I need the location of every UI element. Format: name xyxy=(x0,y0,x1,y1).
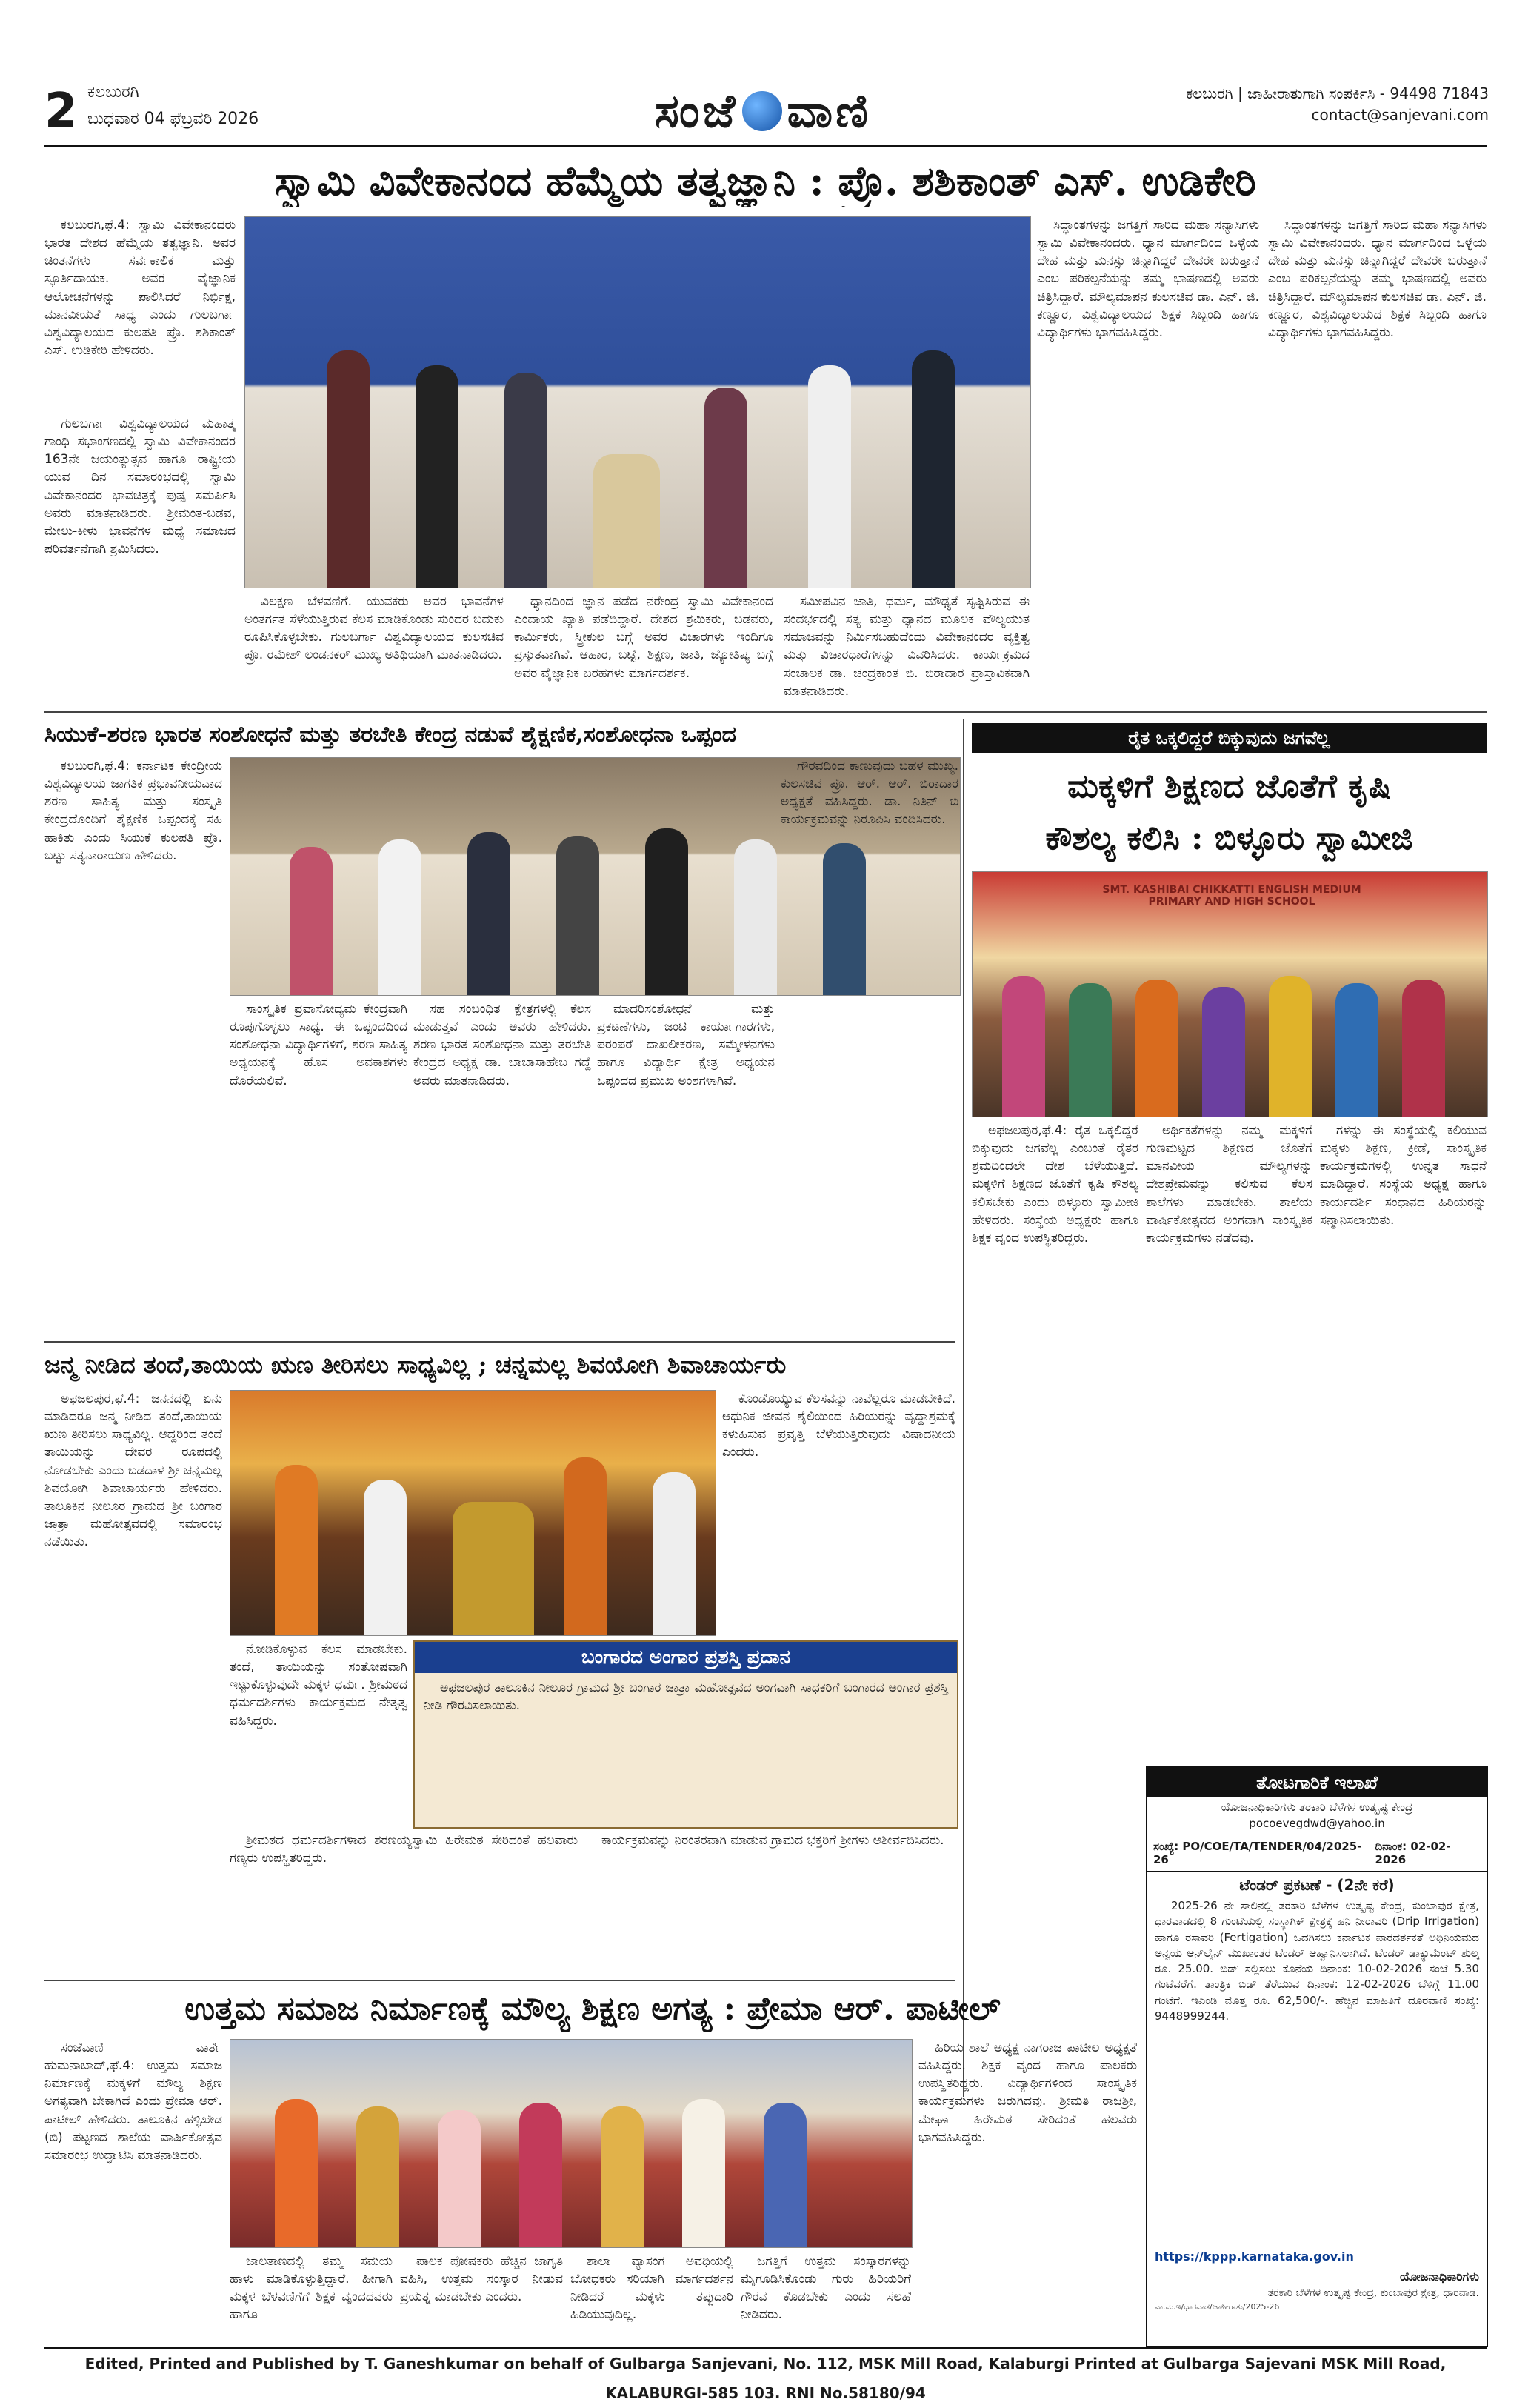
person-figure xyxy=(1402,980,1445,1117)
page-number: 2 xyxy=(44,84,78,139)
story5-col5-text: ಜಗತ್ತಿಗೆ ಉತ್ತಮ ಸಂಸ್ಕಾರಗಳನ್ನು ಮೈಗೂಡಿಸಿಕೊಂಡು ಗುರು ಹಿರಿಯರಿಗೆ ಗೌರವ ಕೊಡಬೇಕು ಎಂದು ಸಲಹೆ ನೀಡಿದರು. xyxy=(741,2254,911,2323)
story1-col5-text: ಸಮೀಪವಿನ ಜಾತಿ, ಧರ್ಮ, ಮೌಢ್ಯತೆ ಸೃಷ್ಟಿಸಿರುವ ಈ ಸಂದರ್ಭದಲ್ಲಿ ಸತ್ಯ ಮತ್ತು ಧ್ಯಾನದ ಮೂಲಕ ವೌಲ್ಯಯುತ ಸಮಾಜವನ್ನು ನಿರ್ಮಿಸಬಹುದೆಂದು ವಿವೇಕಾನಂದರ ವ್ಯಕ್ತಿತ್ವ ಮತ್ತು ವಿಚಾರಧಾರೆಗಳನ್ನು ವಿವರಿಸಿದರು. ಕಾರ್ಯಕ್ರಮದ ಸಂಚಾಲಕ ಡಾ. ಚಂದ್ರಕಾಂತ ಬಿ. ಬಿರಾದಾರ ಪ್ರಾಸ್ತಾವಿಕವಾಗಿ ಮಾತನಾಡಿದರು. xyxy=(784,594,1030,699)
story4-kicker: ರೈತ ಒಕ್ಕಲಿದ್ದರೆ ಬಿಕ್ಕುವುದು ಜಗವೆಲ್ಲ xyxy=(972,723,1487,753)
story5-headline: ಉತ್ತಮ ಸಮಾಜ ನಿರ್ಮಾಣಕ್ಕೆ ಮೌಲ್ಯ ಶಿಕ್ಷಣ ಅಗತ್ಯ : ಪ್ರೇಮಾ ಆರ್. ಪಾಟೀಲ್ xyxy=(184,1990,1001,2028)
story1-col3-text: ವಿಲಕ್ಷಣ ಬೆಳವಣಿಗೆ. ಯುವಕರು ಅವರ ಭಾವನೆಗಳ ಅಂತರ್ಗತ ಸೆಳೆಯುತ್ತಿರುವ ಕೆಲಸ ಮಾಡಿಕೊಂಡು ಸುಂದರ ಬದುಕು ರೂಪಿಸಿಕೊಳ್ಳಬೇಕು. ಗುಲಬರ್ಗಾ ವಿಶ್ವವಿದ್ಯಾಲಯದ ಕುಲಸಚಿವ ಪ್ರೊ. ರಮೇಶ್ ಲಂಡನಕರ್ ಮುಖ್ಯ ಅತಿಥಿಯಾಗಿ ಮಾತನಾಡಿದರು. xyxy=(244,594,504,663)
story5-col2 xyxy=(230,2252,393,2340)
award-col2-text: ಶ್ರೀಮಠದ ಧರ್ಮದರ್ಶಿಗಳಾದ ಶರಣಯ್ಯಸ್ವಾಮಿ ಹಿರೇಮಠ ಸೇರಿದಂತೆ ಹಲವಾರು ಗಣ್ಯರು ಉಪಸ್ಥಿತರಿದ್ದರು. xyxy=(230,1833,578,1866)
school-banner-text: SMT. KASHIBAI CHIKKATTI ENGLISH MEDIUM PRIMARY AND HIGH SCHOOL xyxy=(1102,884,1361,908)
person-figure xyxy=(1202,987,1245,1117)
logo-text-right: ವಾಣಿ xyxy=(787,84,872,138)
person-figure xyxy=(467,832,510,995)
masthead-contact xyxy=(1155,83,1489,126)
tender-body-text: 2025-26 ನೇ ಸಾಲಿನಲ್ಲಿ ತರಕಾರಿ ಬೆಳೆಗಳ ಉತ್ಕೃಷ್ಟ ಕೇಂದ್ರ, ಕುಂಬಾಪುರ ಕ್ಷೇತ್ರ, ಧಾರವಾಡದಲ್ಲಿ 8 ಗುಂಟೆಯಲ್ಲಿ ಸಂಸ್ಥಾಗಿಕ್ ಕ್ಷೇತ್ರಕ್ಕೆ ಹನಿ ನೀರಾವರಿ (Drip Irrigation) ಹಾಗೂ ರಸಾವರಿ (Fertigation) ಒದಗಿಸಲು ಕರ್ನಾಟಕ ಪಾರದರ್ಶಕತೆ ಅಧಿನಿಯಮದ ಅನ್ವಯ ಆನ್‌ಲೈನ್ ಮುಖಾಂತರ ಟೆಂಡರ್ ಆಹ್ವಾನಿಸಲಾಗಿದೆ. ಟೆಂಡರ್ ಡಾಕ್ಯುಮೆಂಟ್ ಶುಲ್ಕ ರೂ. 25.00. ಬಿಡ್ ಸಲ್ಲಿಸಲು ಕೊನೆಯ ದಿನಾಂಕ: 10-02-2026 ಸಂಜೆ 5.30 ಗಂಟೆವರೆಗೆ. ತಾಂತ್ರಿಕ ಬಿಡ್ ತೆರೆಯುವ ದಿನಾಂಕ: 12-02-2026 ಬೆಳಿಗ್ಗೆ 11.00 ಗಂಟೆಗೆ. ಇಎಂಡಿ ಮೊತ್ತ ರೂ. 62,500/-. ಹೆಚ್ಚಿನ ಮಾಹಿತಿಗೆ ದೂರವಾಣಿ ಸಂಖ್ಯೆ: 9448999244. xyxy=(1155,1899,1479,2023)
award-box xyxy=(413,1640,958,1829)
story3-col3 xyxy=(722,1390,955,1634)
contact-email: contact@sanjevani.com xyxy=(1311,106,1489,124)
story1-col4 xyxy=(514,593,773,704)
story2-col5-text: ಗೌರವದಿಂದ ಕಾಣುವುದು ಬಹಳ ಮುಖ್ಯ. ಕುಲಸಚಿವ ಪ್ರೊ. ಆರ್. ಆರ್. ಬಿರಾದಾರ ಅಧ್ಯಕ್ಷತೆ ವಹಿಸಿದ್ದರು. ಡಾ. ನಿತಿನ್ ಬಿ ಕಾರ್ಯಕ್ರಮವನ್ನು ನಿರೂಪಿಸಿ ವಂದಿಸಿದರು. xyxy=(781,759,958,828)
story5-col2-text: ಜಾಲತಾಣದಲ್ಲಿ ತಮ್ಮ ಸಮಯ ಹಾಳು ಮಾಡಿಕೊಳ್ಳುತ್ತಿದ್ದಾರೆ. ಹೀಗಾಗಿ ಮಕ್ಕಳ ಬೆಳವಣಿಗೆಗೆ ಶಿಕ್ಷಕ ವೃಂದದವರು ಹಾಗೂ xyxy=(230,2254,393,2323)
story5-col6-text: ಹಿರಿಯ ಶಾಲೆ ಅಧ್ಯಕ್ಷ ನಾಗರಾಜ ಪಾಟೀಲ ಅಧ್ಯಕ್ಷತೆ ವಹಿಸಿದ್ದರು. ಶಿಕ್ಷಕ ವೃಂದ ಹಾಗೂ ಪಾಲಕರು ಉಪಸ್ಥಿತರಿದ್ದರು. ವಿದ್ಯಾರ್ಥಿಗಳಿಂದ ಸಾಂಸ್ಕೃತಿಕ ಕಾರ್ಯಕ್ರಮಗಳು ಜರುಗಿದವು. ಶ್ರೀಮತಿ ರಾಜಶ್ರೀ, ಮೇಘಾ ಹಿರೇಮಠ ಸೇರಿದಂತೆ ಹಲವರು ಭಾಗವಹಿಸಿದ್ದರು. xyxy=(918,2041,1137,2145)
person-figure xyxy=(764,2103,807,2247)
globe-icon xyxy=(742,91,782,131)
print-imprint: Edited, Printed and Published by T. Ganeshkumar on behalf of Gulbarga Sanjevani, No. 112, MSK Mill Road, Kalaburgi Printed at Gulbarga Sajevani MSK Mill Road, KALABURGI-585 103. RNI No.58180/94 xyxy=(44,2347,1487,2378)
story1-headline: ಸ್ವಾಮಿ ವಿವೇಕಾನಂದ ಹೆಮ್ಮೆಯ ತತ್ವಜ್ಞಾನಿ : ಪ್ರೊ. ಶಶಿಕಾಂತ್ ಎಸ್. ಉಡಿಕೇರಿ xyxy=(274,157,1257,204)
story2-col1 xyxy=(44,757,222,1335)
story1-col7 xyxy=(1268,216,1487,705)
story3-col1-text: ಅಫಜಲಪುರ,ಫೆ.4: ಜನನದಲ್ಲಿ ಏನು ಮಾಡಿದರೂ ಜನ್ಮ ನೀಡಿದ ತಂದೆ,ತಾಯಿಯ ಋಣ ತೀರಿಸಲು ಸಾಧ್ಯವಿಲ್ಲ. ಆದ್ದರಿಂದ ತಂದೆ ತಾಯಿಯನ್ನು ದೇವರ ರೂಪದಲ್ಲಿ ನೋಡಬೇಕು ಎಂದು ಬಡದಾಳ ಶ್ರೀ ಚನ್ನಮಲ್ಲ ಶಿವಯೋಗಿ ಶಿವಾಚಾರ್ಯರು ಹೇಳಿದರು. ತಾಲೂಕಿನ ನೀಲೂರ ಗ್ರಾಮದ ಶ್ರೀ ಬಂಗಾರ ಜಾತ್ರಾ ಮಹೋತ್ಸವದಲ್ಲಿ ಸಮಾರಂಭ ನಡೆಯಿತು. xyxy=(44,1391,222,1549)
story2-col1-text: ಕಲಬುರಗಿ,ಫೆ.4: ಕರ್ನಾಟಕ ಕೇಂದ್ರೀಯ ವಿಶ್ವವಿದ್ಯಾಲಯ ಜಾಗತಿಕ ಪ್ರಭಾವನೀಯವಾದ ಶರಣ ಸಾಹಿತ್ಯ ಮತ್ತು ಸಂಸ್ಕೃತಿ ಕೇಂದ್ರದೊಂದಿಗೆ ಶೈಕ್ಷಣಿಕ ಒಪ್ಪಂದಕ್ಕೆ ಸಹಿ ಹಾಕಿತು ಎಂದು ಸಿಯುಕೆ ಕುಲಪತಿ ಪ್ರೊ. ಬಟ್ಟು ಸತ್ಯನಾರಾಯಣ ಹೇಳಿದರು. xyxy=(44,759,222,863)
tender-dipr-code: ವಾ.ಮ.ಇ/ಧಾರವಾಡ/ಜಾಹೀರಾತು/2025-26 xyxy=(1155,2302,1280,2312)
story4-col2-text: ಅರ್ಥಿಕತೆಗಳನ್ನು ನಮ್ಮ ಮಕ್ಕಳಿಗೆ ಗುಣಮಟ್ಟದ ಶಿಕ್ಷಣದ ಜೊತೆಗೆ ಮಾನವೀಯ ಮೌಲ್ಯಗಳನ್ನು ದೇಶಪ್ರೇಮವನ್ನು ಕಲಿಸುವ ಕೆಲಸ ಶಾಲೆಗಳು ಮಾಡಬೇಕು. ಶಾಲೆಯ ವಾರ್ಷಿಕೋತ್ಸವದ ಅಂಗವಾಗಿ ಸಾಂಸ್ಕೃತಿಕ ಕಾರ್ಯಕ್ರಮಗಳು ನಡೆದವು. xyxy=(1146,1123,1312,1245)
story3-col2-text: ನೋಡಿಕೊಳ್ಳುವ ಕೆಲಸ ಮಾಡಬೇಕು. ತಂದೆ, ತಾಯಿಯನ್ನು ಸಂತೋಷವಾಗಿ ಇಟ್ಟುಕೊಳ್ಳುವುದೇ ಮಕ್ಕಳ ಧರ್ಮ. ಶ್ರೀಮಠದ ಧರ್ಮದರ್ಶಿಗಳು ಕಾರ್ಯಕ್ರಮದ ನೇತೃತ್ವ ವಹಿಸಿದ್ದರು. xyxy=(230,1642,407,1729)
story4-photo xyxy=(972,871,1488,1117)
story1-photo xyxy=(244,216,1031,588)
story5-photo xyxy=(230,2039,913,2248)
story3-col3-text: ಕೊಂಡೊಯ್ಯುವ ಕೆಲಸವನ್ನು ನಾವೆಲ್ಲರೂ ಮಾಡಬೇಕಿದೆ. ಆಧುನಿಕ ಜೀವನ ಶೈಲಿಯಿಂದ ಹಿರಿಯರನ್ನು ವೃದ್ಧಾಶ್ರಮಕ್ಕೆ ಕಳುಹಿಸುವ ಪ್ರವೃತ್ತಿ ಬೆಳೆಯುತ್ತಿರುವುದು ವಿಷಾದನೀಯ ಎಂದರು. xyxy=(722,1391,955,1460)
portrait-stand xyxy=(593,454,660,588)
story2-col2-text: ಸಾಂಸ್ಕೃತಿಕ ಪ್ರವಾಸೋದ್ಯಮ ಕೇಂದ್ರವಾಗಿ ರೂಪುಗೊಳ್ಳಲು ಸಾಧ್ಯ. ಈ ಒಪ್ಪಂದದಿಂದ ಸಂಶೋಧನಾ ವಿದ್ಯಾರ್ಥಿಗಳಿಗೆ, ಶರಣ ಸಾಹಿತ್ಯ ಅಧ್ಯಯನಕ್ಕೆ ಹೊಸ ಅವಕಾಶಗಳು ದೊರೆಯಲಿವೆ. xyxy=(230,1002,407,1088)
person-figure xyxy=(356,2106,399,2247)
person-figure xyxy=(327,350,370,588)
story2-col4-text: ಮಾದರಿಸಂಶೋಧನೆ ಮತ್ತು ಪ್ರಕಟಣೆಗಳು, ಜಂಟಿ ಕಾರ್ಯಾಗಾರಗಳು, ಪರಂಪರೆ ದಾಖಲೀಕರಣ, ಸಮ್ಮೇಳನಗಳು ಹಾಗೂ ವಿದ್ಯಾರ್ಥಿ ಕ್ಷೇತ್ರ ಅಧ್ಯಯನ ಒಪ್ಪಂದದ ಪ್ರಮುಖ ಅಂಶಗಳಾಗಿವೆ. xyxy=(597,1002,775,1088)
story5-col3-text: ಪಾಲಕ ಪೋಷಕರು ಹೆಚ್ಚಿನ ಜಾಗೃತಿ ವಹಿಸಿ, ಉತ್ತಮ ಸಂಸ್ಕಾರ ನೀಡುವ ಪ್ರಯತ್ನ ಮಾಡಬೇಕು ಎಂದರು. xyxy=(400,2254,563,2305)
person-figure xyxy=(1335,983,1378,1117)
story2-col5 xyxy=(781,757,958,1335)
story2-col2 xyxy=(230,1000,407,1335)
edition-city: ಕಲಬುರಗಿ xyxy=(87,83,139,102)
award-text-body: ಅಫಜಲಪುರ ತಾಲೂಕಿನ ನೀಲೂರ ಗ್ರಾಮದ ಶ್ರೀ ಬಂಗಾರ ಜಾತ್ರಾ ಮಹೋತ್ಸವದ ಅಂಗವಾಗಿ ಸಾಧಕರಿಗೆ ಬಂಗಾರದ ಅಂಗಾರ ಪ್ರಶಸ್ತಿ ನೀಡಿ ಗೌರವಿಸಲಾಯಿತು. xyxy=(424,1680,948,1714)
story3-photo xyxy=(230,1390,716,1636)
story4-col3 xyxy=(1320,1122,1487,1759)
masthead-rule xyxy=(44,145,1487,147)
person-figure xyxy=(290,847,333,995)
person-figure xyxy=(601,2106,644,2247)
story5-col1-text: ಸಂಜೆವಾಣಿ ವಾರ್ತೆ ಹುಮನಾಬಾದ್,ಫೆ.4: ಉತ್ತಮ ಸಮಾಜ ನಿರ್ಮಾಣಕ್ಕೆ ಮಕ್ಕಳಿಗೆ ಮೌಲ್ಯ ಶಿಕ್ಷಣ ಅಗತ್ಯವಾಗಿ ಬೇಕಾಗಿದೆ ಎಂದು ಪ್ರೇಮಾ ಆರ್. ಪಾಟೀಲ್ ಹೇಳಿದರು. ತಾಲೂಕಿನ ಹಳ್ಳಿಖೇಡ (ಬಿ) ಪಟ್ಟಣದ ಶಾಲೆಯ ವಾರ್ಷಿಕೋತ್ಸವ ಸಮಾರಂಭ ಉದ್ಘಾಟಿಸಿ ಮಾತನಾಡಿದರು. xyxy=(44,2041,222,2163)
story2-col3 xyxy=(413,1000,591,1335)
award-col3-text: ಕಾರ್ಯಕ್ರಮವನ್ನು ನಿರಂತರವಾಗಿ ಮಾಡುವ ಗ್ರಾಮದ ಭಕ್ತರಿಗೆ ಶ್ರೀಗಳು ಆಶೀರ್ವದಿಸಿದರು. xyxy=(601,1833,944,1848)
story1-col5 xyxy=(784,593,1030,704)
story1-col2-text: ಗುಲಬರ್ಗಾ ವಿಶ್ವವಿದ್ಯಾಲಯದ ಮಹಾತ್ಮ ಗಾಂಧಿ ಸಭಾಂಗಣದಲ್ಲಿ ಸ್ವಾಮಿ ವಿವೇಕಾನಂದರ 163ನೇ ಜಯಂತ್ಯುತ್ಸವ ಹಾಗೂ ರಾಷ್ಟ್ರೀಯ ಯುವ ದಿನ ಸಮಾರಂಭದಲ್ಲಿ ಸ್ವಾಮಿ ವಿವೇಕಾನಂದರ ಭಾವಚಿತ್ರಕ್ಕೆ ಪುಷ್ಪ ಸಮರ್ಪಿಸಿ ಅವರು ಮಾತನಾಡಿದರು. ಶ್ರೀಮಂತ-ಬಡವ, ಮೇಲು-ಕೀಳು ಭಾವನೆಗಳ ಮಧ್ಯೆ ಸಮಾಜದ ಪರಿವರ್ತನೆಗಾಗಿ ಶ್ರಮಿಸಿದರು. xyxy=(44,416,236,556)
person-figure xyxy=(653,1472,696,1635)
person-figure xyxy=(912,350,955,588)
tender-dept: ತೋಟಗಾರಿಕೆ ಇಲಾಖೆ xyxy=(1147,1768,1487,1797)
person-figure xyxy=(438,2110,481,2247)
column-divider xyxy=(963,719,964,2097)
story5-col3 xyxy=(400,2252,563,2340)
person-figure xyxy=(808,365,851,588)
person-figure xyxy=(682,2099,725,2247)
story5-col4 xyxy=(570,2252,733,2340)
story3-col1 xyxy=(44,1390,222,1975)
person-figure xyxy=(364,1480,407,1635)
story5-col6 xyxy=(918,2039,1137,2340)
person-figure xyxy=(704,388,747,588)
story4-col1-text: ಅಫಜಲಪುರ,ಫೆ.4: ರೈತ ಒಕ್ಕಲಿದ್ದರೆ ಬಿಕ್ಕುವುದು ಜಗವೆಲ್ಲ ಎಂಬಂತೆ ರೈತರ ಶ್ರಮದಿಂದಲೇ ದೇಶ ಬೆಳೆಯುತ್ತಿದೆ. ಮಕ್ಕಳಿಗೆ ಶಿಕ್ಷಣದ ಜೊತೆಗೆ ಕೃಷಿ ಕೌಶಲ್ಯ ಕಲಿಸಬೇಕು ಎಂದು ಬಿಳ್ಳೂರು ಸ್ವಾಮೀಜಿ ಹೇಳಿದರು. ಸಂಸ್ಥೆಯ ಅಧ್ಯಕ್ಷರು ಹಾಗೂ ಶಿಕ್ಷಕ ವೃಂದ ಉಪಸ್ಥಿತರಿದ್ದರು. xyxy=(972,1123,1138,1245)
story1-col2 xyxy=(44,415,236,704)
story2-col4 xyxy=(597,1000,775,1335)
person-figure xyxy=(275,2099,318,2247)
story2-headline: ಸಿಯುಕೆ-ಶರಣ ಭಾರತ ಸಂಶೋಧನೆ ಮತ್ತು ತರಬೇತಿ ಕೇಂದ್ರ ನಡುವೆ ಶೈಕ್ಷಣಿಕ,ಸಂಶೋಧನಾ ಒಪ್ಪಂದ xyxy=(44,722,737,748)
person-figure xyxy=(734,839,777,995)
person-figure xyxy=(1002,976,1045,1117)
story1-col7-text: ಸಿದ್ಧಾಂತಗಳನ್ನು ಜಗತ್ತಿಗೆ ಸಾರಿದ ಮಹಾ ಸನ್ಯಾಸಿಗಳು ಸ್ವಾಮಿ ವಿವೇಕಾನಂದರು. ಧ್ಯಾನ ಮಾರ್ಗದಿಂದ ಒಳ್ಳೆಯ ದೇಹ ಮತ್ತು ಮನಸ್ಸು ಚಿನ್ನಾಗಿದ್ದರೆ ದೇವರೇ ಬರುತ್ತಾನೆ ಎಂಬ ಪರಿಕಲ್ಪನೆಯನ್ನು ತಮ್ಮ ಭಾಷಣದಲ್ಲಿ ಅವರು ಚಿತ್ರಿಸಿದ್ದಾರೆ. ಮೌಲ್ಯಮಾಪನ ಕುಲಸಚಿವ ಡಾ. ಎನ್. ಜಿ. ಕಣ್ಣೂರ, ವಿಶ್ವವಿದ್ಯಾಲಯದ ಶಿಕ್ಷಕ ಸಿಬ್ಬಂದಿ ಹಾಗೂ ವಿದ್ಯಾರ್ಥಿಗಳು ಭಾಗವಹಿಸಿದ್ದರು. xyxy=(1268,218,1487,340)
story5-col5 xyxy=(741,2252,911,2340)
tender-ref: ಸಂಖ್ಯೆ: PO/COE/TA/TENDER/04/2025-26 xyxy=(1153,1840,1362,1866)
tender-website[interactable]: https://kppp.karnataka.gov.in xyxy=(1155,2249,1354,2264)
story5-col1 xyxy=(44,2039,222,2340)
story1-col6-text: ಸಿದ್ಧಾಂತಗಳನ್ನು ಜಗತ್ತಿಗೆ ಸಾರಿದ ಮಹಾ ಸನ್ಯಾಸಿಗಳು ಸ್ವಾಮಿ ವಿವೇಕಾನಂದರು. ಧ್ಯಾನ ಮಾರ್ಗದಿಂದ ಒಳ್ಳೆಯ ದೇಹ ಮತ್ತು ಮನಸ್ಸು ಚಿನ್ನಾಗಿದ್ದರೆ ದೇವರೇ ಬರುತ್ತಾನೆ ಎಂಬ ಪರಿಕಲ್ಪನೆಯನ್ನು ತಮ್ಮ ಭಾಷಣದಲ್ಲಿ ಅವರು ಚಿತ್ರಿಸಿದ್ದಾರೆ. ಮೌಲ್ಯಮಾಪನ ಕುಲಸಚಿವ ಡಾ. ಎನ್. ಜಿ. ಕಣ್ಣೂರ, ವಿಶ್ವವಿದ್ಯಾಲಯದ ಶಿಕ್ಷಕ ಸಿಬ್ಬಂದಿ ಹಾಗೂ ವಿದ್ಯಾರ್ಥಿಗಳು ಭಾಗವಹಿಸಿದ್ದರು. xyxy=(1037,218,1259,340)
story3-award-col3 xyxy=(585,1832,955,1972)
person-figure xyxy=(1069,983,1112,1117)
tender-date: ದಿನಾಂಕ: 02-02-2026 xyxy=(1375,1840,1451,1866)
tender-title: ಟೆಂಡರ್ ಪ್ರಕಟಣೆ - (2ನೇ ಕರೆ) xyxy=(1239,1876,1395,1894)
story4-col2 xyxy=(1146,1122,1312,1759)
ad-contact-line: ಕಲಬುರಗಿ | ಜಾಹೀರಾತುಗಾಗಿ ಸಂಪರ್ಕಿಸಿ - 94498 71843 xyxy=(1186,84,1489,102)
tender-sign-office: ತರಕಾರಿ ಬೆಳೆಗಳ ಉತ್ಕೃಷ್ಟ ಕೇಂದ್ರ, ಕುಂಬಾಪುರ ಕ್ಷೇತ್ರ, ಧಾರವಾಡ. xyxy=(1267,2287,1479,2299)
tender-office: ಯೋಜನಾಧಿಕಾರಿಗಳು ತರಕಾರಿ ಬೆಳೆಗಳ ಉತ್ಕೃಷ್ಟ ಕೇಂದ್ರ xyxy=(1221,1800,1413,1814)
person-figure xyxy=(378,839,421,995)
story4-headline-line1: ಮಕ್ಕಳಿಗೆ ಶಿಕ್ಷಣದ ಜೊತೆಗೆ ಕೃಷಿ xyxy=(1067,768,1391,805)
section-divider xyxy=(44,1341,955,1343)
person-figure xyxy=(275,1465,318,1635)
story1-col3 xyxy=(244,593,504,704)
story1-col4-text: ಧ್ಯಾನದಿಂದ ಜ್ಞಾನ ಪಡೆದ ನರೇಂದ್ರ ಸ್ವಾಮಿ ವಿವೇಕಾನಂದ ಎಂದಾಯ ಖ್ಯಾತಿ ಪಡೆದಿದ್ದಾರೆ. ದೇಶದ ಶ್ರಮಿಕರು, ಬಡವರು, ಕಾರ್ಮಿಕರು, ಸ್ತ್ರೀಕುಲ ಬಗ್ಗೆ ಅವರ ವಿಚಾರಗಳು ಇಂದಿಗೂ ಪ್ರಸ್ತುತವಾಗಿವೆ. ಆಹಾರ, ಬಟ್ಟೆ, ಶಿಕ್ಷಣ, ಜಾತಿ, ಜ್ಯೋತಿಷ್ಯ ಬಗ್ಗೆ ಅವರ ವೈಜ್ಞಾನಿಕ ಬರಹಗಳು ಮಾರ್ಗದರ್ಶಕ. xyxy=(514,594,773,681)
award-title: ಬಂಗಾರದ ಅಂಗಾರ ಪ್ರಶಸ್ತಿ ಪ್ರದಾನ xyxy=(415,1642,957,1673)
story4-col1 xyxy=(972,1122,1138,2092)
story5-col4-text: ಶಾಲಾ ವ್ಯಾಸಂಗ ಅವಧಿಯಲ್ಲಿ ಬೋಧಕರು ಸರಿಯಾಗಿ ಮಾರ್ಗದರ್ಶನ ನೀಡಿದರೆ ಮಕ್ಕಳು ತಪ್ಪುದಾರಿ ಹಿಡಿಯುವುದಿಲ್ಲ. xyxy=(570,2254,733,2323)
person-figure xyxy=(1269,976,1312,1117)
section-divider xyxy=(44,1980,955,1981)
person-figure xyxy=(504,373,547,588)
person-figure xyxy=(1135,980,1178,1117)
tender-email: pocoevegdwd@yahoo.in xyxy=(1249,1817,1385,1830)
person-figure xyxy=(416,365,458,588)
newspaper-logo xyxy=(607,78,918,144)
person-figure xyxy=(519,2103,562,2247)
story1-col1-text: ಕಲಬುರಗಿ,ಫೆ.4: ಸ್ವಾಮಿ ವಿವೇಕಾನಂದರು ಭಾರತ ದೇಶದ ಹೆಮ್ಮೆಯ ತತ್ವಜ್ಞಾನಿ. ಅವರ ಚಿಂತನೆಗಳು ಸರ್ವಕಾಲಿಕ ಮತ್ತು ಸ್ಫೂರ್ತಿದಾಯಕ. ಅವರ ವೈಜ್ಞಾನಿಕ ಆಲೋಚನೆಗಳನ್ನು ಪಾಲಿಸಿದರೆ ನಿರ್ಭಿಕ್ಷ, ಮಾನವೀಯತೆ ಸಾಧ್ಯ ಎಂದು ಗುಲಬರ್ಗಾ ವಿಶ್ವವಿದ್ಯಾಲಯದ ಕುಲಪತಿ ಪ್ರೊ. ಶಶಿಕಾಂತ್ ಎಸ್. ಉಡಿಕೇರಿ ಹೇಳಿದರು. xyxy=(44,218,236,358)
story4-headline-line2: ಕೌಶಲ್ಯ ಕಲಿಸಿ : ಬಿಳ್ಳೂರು ಸ್ವಾಮೀಜಿ xyxy=(1045,819,1413,857)
person-figure xyxy=(564,1457,607,1635)
story2-col3-text: ಸಹ ಸಂಬಂಧಿತ ಕ್ಷೇತ್ರಗಳಲ್ಲಿ ಕೆಲಸ ಮಾಡುತ್ತವೆ ಎಂದು ಅವರು ಹೇಳಿದರು. ಶರಣ ಭಾರತ ಸಂಶೋಧನಾ ಮತ್ತು ತರಬೇತಿ ಕೇಂದ್ರದ ಅಧ್ಯಕ್ಷ ಡಾ. ಬಾಬಾಸಾಹೇಬ ಗದ್ದೆ ಅವರು ಮಾತನಾಡಿದರು. xyxy=(413,1002,591,1088)
person-figure xyxy=(556,836,599,995)
tender-body xyxy=(1147,1898,1487,2246)
award-plaque xyxy=(453,1502,534,1635)
issue-date: ಬುಧವಾರ 04 ಫೆಬ್ರವರಿ 2026 xyxy=(87,110,259,128)
story3-award-col2 xyxy=(230,1832,578,1972)
story3-headline: ಜನ್ಮ ನೀಡಿದ ತಂದೆ,ತಾಯಿಯ ಋಣ ತೀರಿಸಲು ಸಾಧ್ಯವಿಲ್ಲ ; ಚನ್ನಮಲ್ಲ ಶಿವಯೋಗಿ ಶಿವಾಚಾರ್ಯರು xyxy=(44,1351,787,1379)
story3-col2 xyxy=(230,1640,407,1826)
person-figure xyxy=(645,828,688,995)
story1-col6 xyxy=(1037,216,1259,705)
story4-col3-text: ಗಳನ್ನು ಈ ಸಂಸ್ಥೆಯಲ್ಲಿ ಕಲಿಯುವ ಮಕ್ಕಳು ಶಿಕ್ಷಣ, ಕ್ರೀಡೆ, ಸಾಂಸ್ಕೃತಿಕ ಕಾರ್ಯಕ್ರಮಗಳಲ್ಲಿ ಉನ್ನತ ಸಾಧನೆ ಮಾಡಿದ್ದಾರೆ. ಸಂಸ್ಥೆಯ ಅಧ್ಯಕ್ಷ ಹಾಗೂ ಕಾರ್ಯದರ್ಶಿ ಸಂಧಾನದ ಹಿರಿಯರನ್ನು ಸನ್ಮಾನಿಸಲಾಯಿತು. xyxy=(1320,1123,1487,1228)
tender-signature: ಯೋಜನಾಧಿಕಾರಿಗಳು xyxy=(1399,2269,1479,2284)
logo-text-left: ಸಂಜೆ xyxy=(654,84,738,138)
award-text xyxy=(415,1673,957,1818)
section-divider xyxy=(44,711,1487,713)
tender-advertisement xyxy=(1146,1766,1488,2347)
